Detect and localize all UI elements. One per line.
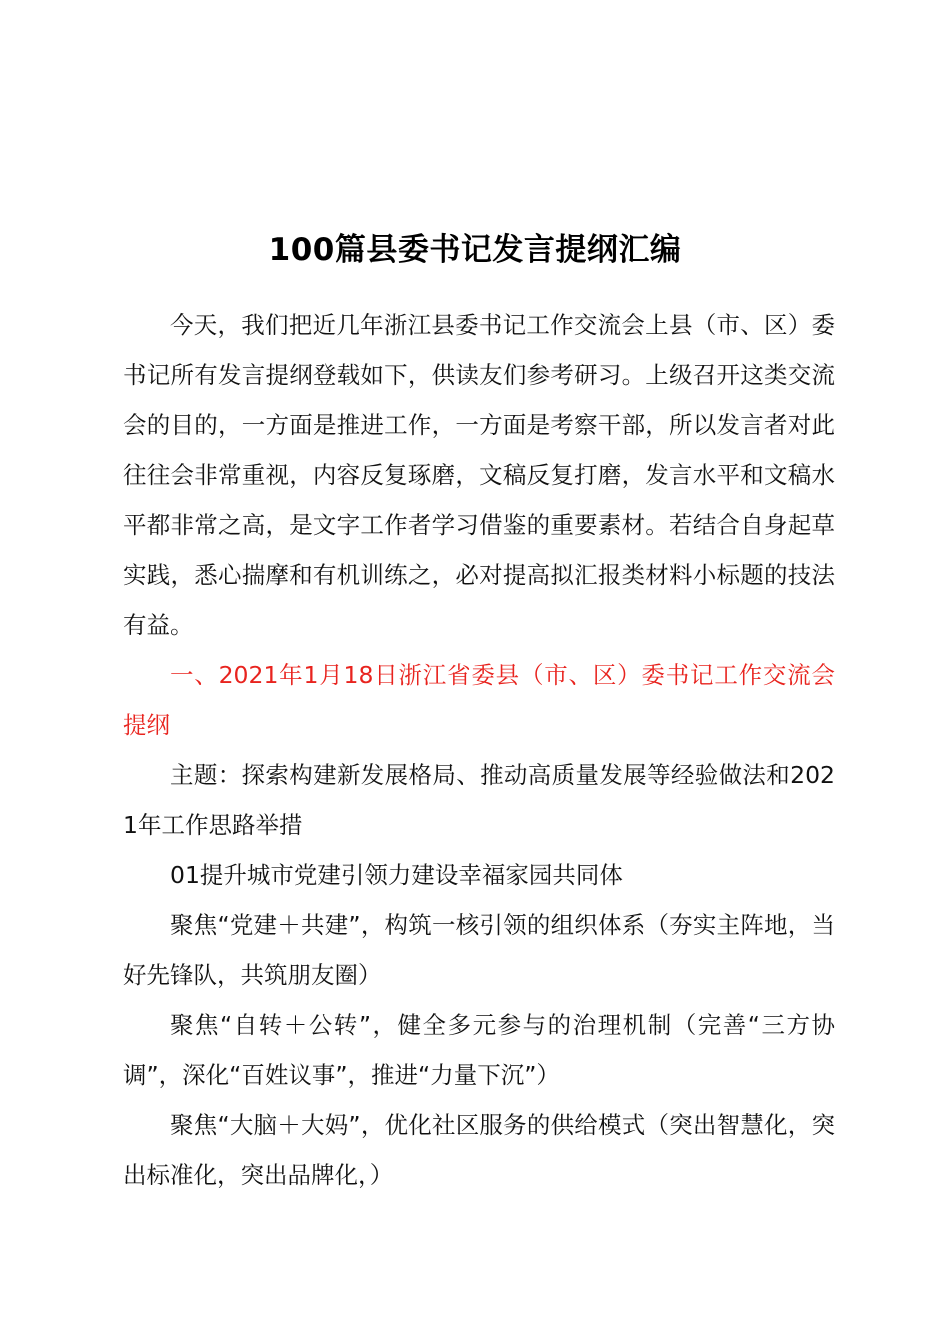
section-heading-1: 一、2021年1月18日浙江省委县（市、区）委书记工作交流会提纲 bbox=[123, 661, 835, 739]
point-paragraph-2: 聚焦“自转＋公转”，健全多元参与的治理机制（完善“三方协调”，深化“百姓议事”，推进“力量下沉”） bbox=[123, 1011, 835, 1089]
point-paragraph-3: 聚焦“大脑＋大妈”，优化社区服务的供给模式（突出智慧化，突出标准化，突出品牌化，） bbox=[123, 1111, 835, 1189]
intro-paragraph: 今天，我们把近几年浙江县委书记工作交流会上县（市、区）委书记所有发言提纲登载如下，供读友们参考研习。上级召开这类交流会的目的，一方面是推进工作，一方面是考察干部，所以发言者对此往往会非常重视，内容反复琢磨，文稿反复打磨，发言水平和文稿水平都非常之高，是文字工作者学习借鉴的重要素材。若结合自身起草实践，悉心揣摩和有机训练之，必对提高拟汇报类材料小标题的技法有益。 bbox=[123, 311, 835, 639]
theme-paragraph: 主题：探索构建新发展格局、推动高质量发展等经验做法和2021年工作思路举措 bbox=[123, 761, 835, 839]
point-paragraph-1: 聚焦“党建＋共建”，构筑一核引领的组织体系（夯实主阵地，当好先锋队，共筑朋友圈） bbox=[123, 911, 835, 989]
document-title: 100篇县委书记发言提纲汇编 bbox=[268, 232, 682, 268]
item-heading-01: 01提升城市党建引领力建设幸福家园共同体 bbox=[170, 861, 623, 889]
document-body bbox=[123, 300, 835, 1200]
